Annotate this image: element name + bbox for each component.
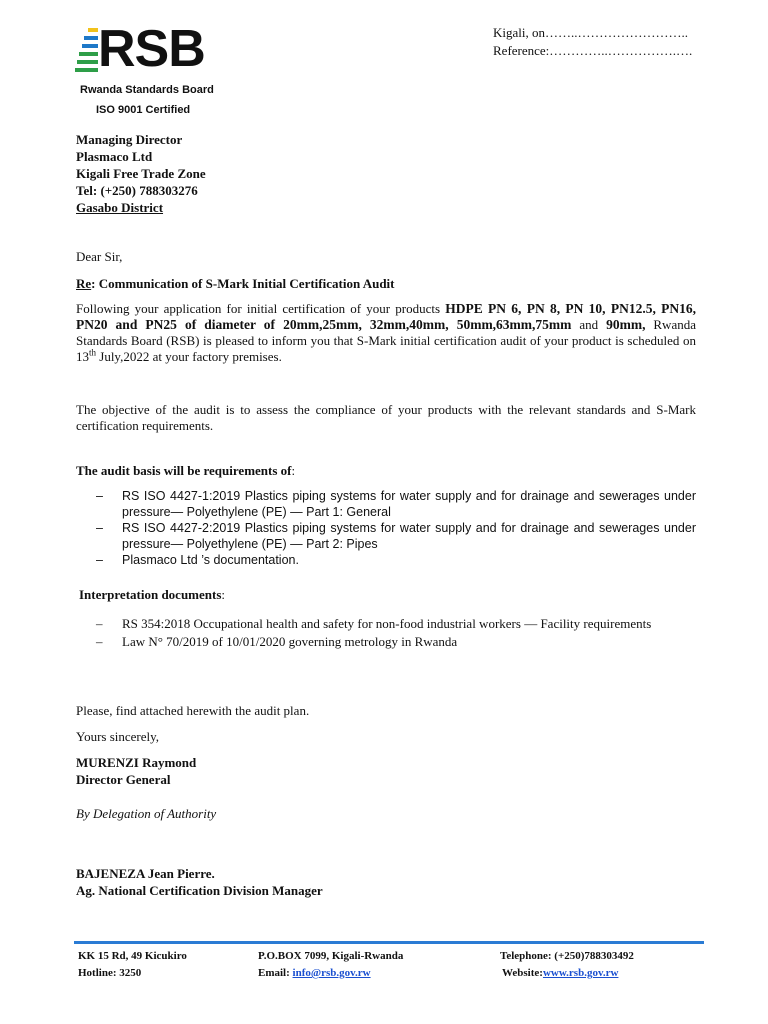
text-run: July,2022 at your factory premises.	[96, 349, 282, 364]
delegate-name: BAJENEZA Jean Pierre.	[76, 866, 215, 881]
logo-org-name: Rwanda Standards Board	[80, 84, 214, 96]
rsb-logo	[74, 20, 234, 120]
audit-basis-list	[76, 488, 696, 568]
text-run: and	[571, 317, 607, 332]
reference-block	[493, 24, 692, 60]
subject-text: : Communication of S-Mark Initial Certification Audit	[91, 276, 395, 291]
delegate-title: Ag. National Certification Division Manager	[76, 883, 323, 898]
recipient-line: Plasmaco Ltd	[76, 149, 153, 164]
paragraph-application	[76, 301, 696, 365]
signer-name: MURENZI Raymond	[76, 755, 197, 770]
text-run: Following your application for initial certification of your products	[76, 301, 446, 316]
heading-text: Interpretation documents	[79, 587, 222, 602]
logo-stripes-icon	[74, 26, 100, 78]
paragraph-objective: The objective of the audit is to assess the compliance of your products with the relevant standards and S-Mark certification requirements.	[76, 402, 696, 433]
text-run: Rwanda Standards Board (RSB) is pleased to inform you that S-Mark initial certification audit of your product is scheduled on 13	[76, 317, 696, 364]
dash-bullet: –	[96, 489, 103, 503]
attachment-note: Please, find attached herewith the audit plan.	[76, 703, 310, 718]
reference-line: Reference:…………..…………….….	[493, 43, 693, 58]
subject-prefix: Re	[76, 276, 92, 291]
footer-address: KK 15 Rd, 49 Kicukiro	[78, 950, 187, 962]
footer-divider	[74, 941, 704, 944]
list-item-text: RS ISO 4427-2:2019 Plastics piping systems for water supply and for drainage and sewerages under pressure— Polyethylene (PE) — Part 2: Pipes	[122, 521, 696, 551]
place-date-line: Kigali, on……..……………………..	[493, 25, 688, 40]
footer-hotline: Hotline: 3250	[78, 967, 142, 979]
interpretation-heading	[79, 587, 225, 603]
heading-text: The audit basis will be requirements of	[76, 463, 292, 478]
product-list: HDPE PN 6, PN 8, PN 10, PN12.5, PN16, PN20 and PN25 of diameter of 20mm,25mm, 32mm,40mm, 50mm,63mm,75mm	[76, 301, 696, 332]
list-item	[76, 634, 696, 650]
product-list: 90mm,	[606, 317, 646, 332]
footer-email	[258, 966, 371, 980]
subject-line	[76, 276, 395, 292]
salutation: Dear Sir,	[76, 249, 123, 264]
footer-website	[502, 966, 618, 980]
recipient-line: Tel: (+250) 788303276	[76, 183, 198, 198]
list-item-text: Plasmaco Ltd ’s documentation.	[122, 553, 299, 567]
heading-colon: :	[221, 587, 226, 602]
recipient-line: Managing Director	[76, 132, 183, 147]
list-item	[76, 616, 696, 632]
footer-pobox: P.O.BOX 7099, Kigali-Rwanda	[258, 950, 404, 962]
list-item-text: Law N° 70/2019 of 10/01/2020 governing metrology in Rwanda	[122, 634, 458, 649]
email-label: Email:	[258, 967, 293, 979]
heading-colon: :	[291, 463, 296, 478]
list-item-text: RS 354:2018 Occupational health and safety for non-food industrial workers — Facility requirements	[122, 616, 652, 631]
recipient-line: Kigali Free Trade Zone	[76, 166, 206, 181]
list-item	[76, 552, 696, 568]
footer-telephone: Telephone: (+250)788303492	[500, 950, 634, 962]
ordinal-suffix: th	[89, 347, 97, 358]
recipient-address	[76, 131, 206, 216]
email-link[interactable]: info@rsb.gov.rw	[292, 967, 371, 979]
dash-bullet: –	[96, 616, 103, 631]
list-item	[76, 520, 696, 552]
recipient-line: Gasabo District	[76, 200, 164, 215]
website-label: Website:	[502, 967, 543, 979]
yours-sincerely: Yours sincerely,	[76, 729, 160, 744]
website-link[interactable]: www.rsb.gov.rw	[542, 967, 619, 979]
dash-bullet: –	[96, 521, 103, 535]
logo-letters: RSB	[98, 20, 205, 78]
interpretation-list	[76, 616, 696, 650]
list-item	[76, 488, 696, 520]
delegation-note: By Delegation of Authority	[76, 806, 217, 821]
dash-bullet: –	[96, 553, 103, 567]
audit-basis-heading	[76, 463, 295, 479]
dash-bullet: –	[96, 634, 103, 649]
logo-iso-certification: ISO 9001 Certified	[96, 104, 191, 116]
list-item-text: RS ISO 4427-1:2019 Plastics piping systems for water supply and for drainage and sewerages under pressure— Polyethylene (PE) — Part 1: General	[122, 489, 696, 519]
signer-title: Director General	[76, 772, 171, 787]
